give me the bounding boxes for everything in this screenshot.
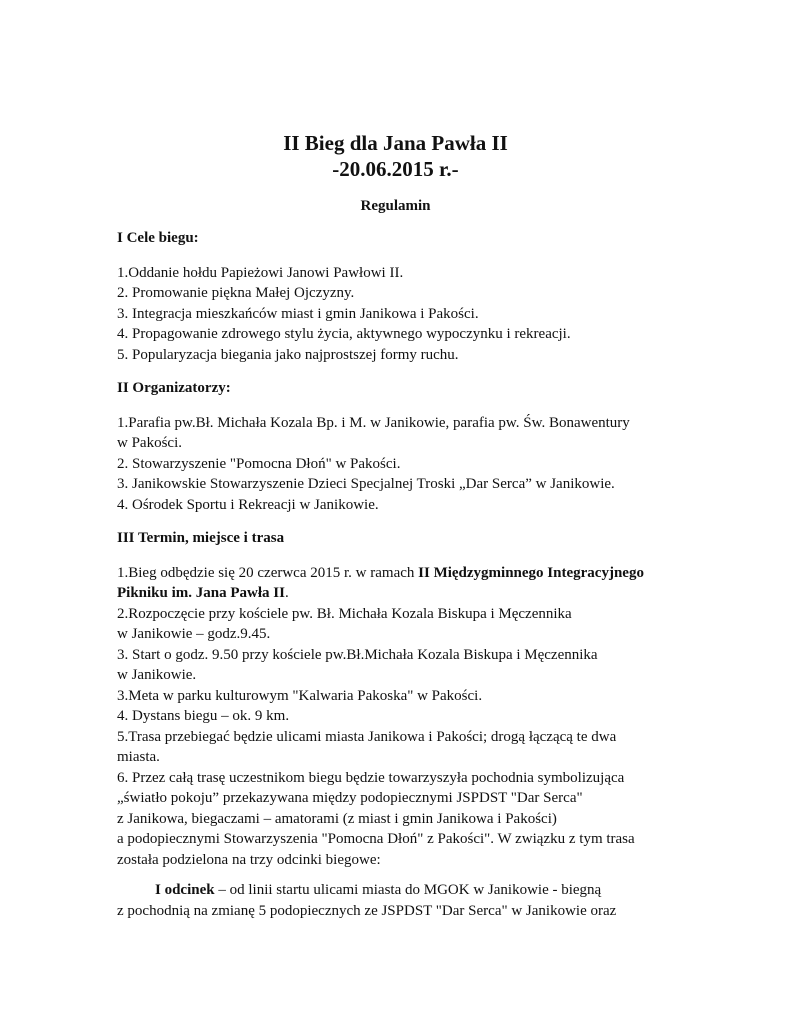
section-heading-cele: I Cele biegu: — [117, 230, 199, 246]
list-item — [117, 880, 697, 901]
document-date: -20.06.2015 r.- — [332, 157, 459, 181]
list-item: w Janikowie – godz.9.45. — [117, 626, 271, 642]
section-heading-organizatorzy: II Organizatorzy: — [117, 380, 231, 396]
item1-bold-cont: Pikniku im. Jana Pawła II — [117, 585, 285, 601]
odcinek-label: I odcinek — [155, 882, 215, 898]
termin-list — [117, 563, 697, 871]
organizatorzy-list — [117, 413, 697, 516]
list-item — [117, 583, 697, 604]
list-item: 3.Meta w parku kulturowym "Kalwaria Pakoska" w Pakości. — [117, 687, 483, 704]
document-body — [117, 228, 697, 933]
list-item: 3. Integracja mieszkańców miast i gmin Janikowa i Pakości. — [117, 305, 479, 322]
list-item: 5.Trasa przebiegać będzie ulicami miasta Janikowa i Pakości; drogą łączącą te dwa — [117, 728, 617, 745]
cele-list — [117, 263, 697, 366]
odcinek-text: – od linii startu ulicami miasta do MGOK w Janikowie - biegną — [214, 882, 602, 898]
item1-bold: II Międzygminnego Integracyjnego — [418, 564, 644, 581]
list-item: 3. Janikowskie Stowarzyszenie Dzieci Specjalnej Troski „Dar Serca” w Janikowie. — [117, 476, 615, 492]
item1-end: . — [284, 585, 289, 601]
list-item: „światło pokoju” przekazywana między podopiecznymi JSPDST "Dar Serca" — [117, 790, 583, 806]
odcinek-paragraph — [117, 880, 697, 921]
list-item: z pochodnią na zmianę 5 podopiecznych ze JSPDST "Dar Serca" w Janikowie oraz — [117, 902, 617, 919]
list-item: 2.Rozpoczęcie przy kościele pw. Bł. Michała Kozala Biskupa i Męczennika — [117, 605, 572, 622]
list-item: 1.Parafia pw.Bł. Michała Kozala Bp. i M. w Janikowie, parafia pw. Św. Bonawentury — [117, 414, 630, 431]
list-item: 5. Popularyzacja biegania jako najprostszej formy ruchu. — [117, 346, 459, 363]
list-item: 4. Dystans biegu – ok. 9 km. — [117, 708, 290, 724]
item1-text: 1.Bieg odbędzie się 20 czerwca 2015 r. w ramach — [117, 564, 419, 581]
list-item: 1.Oddanie hołdu Papieżowi Janowi Pawłowi II. — [117, 264, 404, 281]
list-item: w Janikowie. — [117, 667, 197, 683]
list-item: a podopiecznymi Stowarzyszenia "Pomocna Dłoń" z Pakości". W związku z tym trasa — [117, 831, 635, 847]
list-item: 4. Propagowanie zdrowego stylu życia, aktywnego wypoczynku i rekreacji. — [117, 326, 571, 342]
section-heading-termin: III Termin, miejsce i trasa — [117, 530, 285, 546]
document-subtitle: Regulamin — [360, 198, 431, 214]
list-item: 2. Stowarzyszenie "Pomocna Dłoń" w Pakości. — [117, 455, 401, 472]
list-item: 3. Start o godz. 9.50 przy kościele pw.Bł.Michała Kozala Biskupa i Męczennika — [117, 646, 598, 663]
list-item: 6. Przez całą trasę uczestnikom biegu będzie towarzyszyła pochodnia symbolizująca — [117, 769, 625, 786]
list-item: w Pakości. — [117, 435, 182, 451]
list-item — [117, 563, 697, 584]
list-item: miasta. — [117, 749, 160, 765]
list-item: 4. Ośrodek Sportu i Rekreacji w Janikowie. — [117, 496, 379, 513]
document-title: II Bieg dla Jana Pawła II — [283, 131, 508, 155]
list-item: z Janikowa, biegaczami – amatorami (z miast i gmin Janikowa i Pakości) — [117, 810, 557, 827]
list-item: 2. Promowanie piękna Małej Ojczyzny. — [117, 285, 355, 301]
list-item: została podzielona na trzy odcinki biegowe: — [117, 851, 381, 868]
